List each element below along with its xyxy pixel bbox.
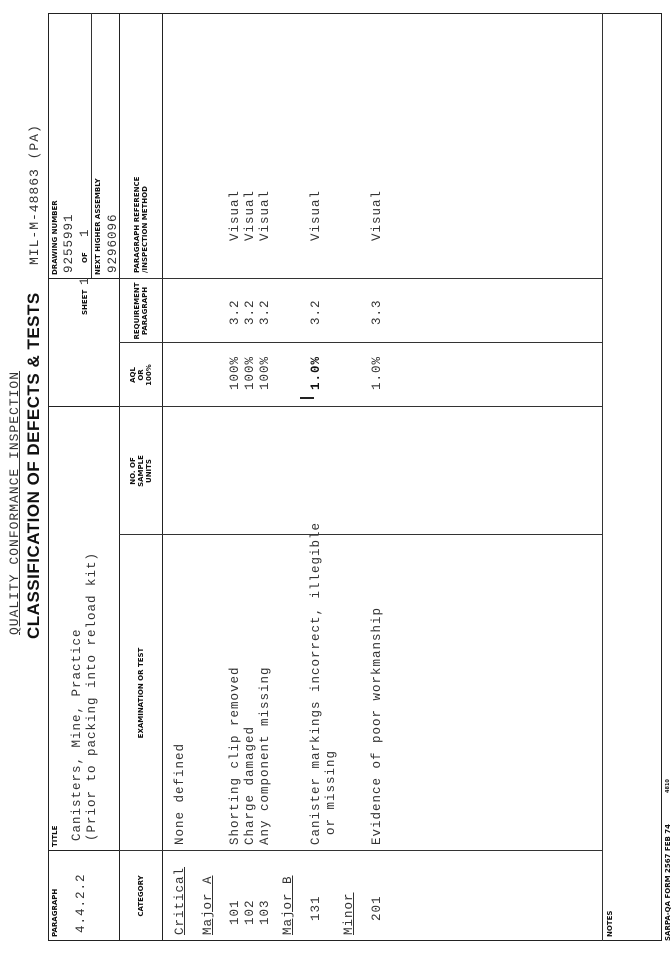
group-major-a: Major A <box>201 875 215 935</box>
notes-label: NOTES <box>606 910 614 937</box>
inspection-form-sheet: QUALITY CONFORMANCE INSPECTION CLASSIFICATION OF DEFECTS & TESTS MIL-M-48863 (PA) PARAGRAPH TITLE SHEET OF DRAWING NUMBER NEXT HIGHER ASSEMBLY 4.4.2.2 Canisters, Mine, Practice (Prior to packing into reload kit) 1 1 9255991 9296096 CATEGORY EXAMINATION OR TEST NO. OF SAMPLE UNITS AQL OR 100% REQUIREMENT PARAGRAPH PARAGRAPH REFERENCE /INSPECTION METHOD Critical None defined Major A 101 Shorting clip removed 100% 3.2 Visual 102 Charge damaged 100% 3.2 Visual 103 Any component missing 100% 3.2 Visual Major B 131 Canister markings incorrect, illegible or missing 1.0% 3.2 Visual Minor 201 Evidence of poor workmanship 1.0% 3.3 Visual NOTES SARPA-QA FORM 2567 FEB 74 4810 <box>0 0 671 965</box>
group-minor: Minor <box>342 892 356 935</box>
sheet-value: 1 <box>78 276 92 285</box>
title-line-2: (Prior to packing into reload kit) <box>85 551 99 841</box>
spec-number: MIL-M-48863 (PA) <box>27 124 42 265</box>
sheet-label: SHEET <box>81 289 89 315</box>
aql-header: AQL OR 100% <box>129 364 153 386</box>
sheet-of-label: OF <box>81 252 89 263</box>
title-label: TITLE <box>51 825 59 847</box>
sheet-of-value: 1 <box>78 228 92 237</box>
title-line-1: Canisters, Mine, Practice <box>70 628 84 841</box>
drawing-number-value: 9255991 <box>62 213 76 273</box>
next-higher-assembly-value: 9296096 <box>106 213 120 273</box>
examination-header: EXAMINATION OR TEST <box>137 647 145 739</box>
drawing-number-label: DRAWING NUMBER <box>51 200 59 275</box>
group-major-b: Major B <box>281 875 295 935</box>
paragraph-label: PARAGRAPH <box>51 888 59 937</box>
form-id: SARPA-QA FORM 2567 FEB 74 <box>664 824 672 941</box>
reference-header: PARAGRAPH REFERENCE /INSPECTION METHOD <box>133 176 149 273</box>
category-header: CATEGORY <box>137 875 145 917</box>
form-code: 4810 <box>665 779 671 793</box>
next-higher-assembly-label: NEXT HIGHER ASSEMBLY <box>94 178 102 275</box>
paragraph-value: 4.4.2.2 <box>74 873 88 933</box>
sample-units-header: NO. OF SAMPLE UNITS <box>129 455 153 487</box>
form-subtitle: QUALITY CONFORMANCE INSPECTION <box>7 370 22 635</box>
form-title: CLASSIFICATION OF DEFECTS & TESTS <box>24 292 43 639</box>
critical-none-defined: None defined <box>173 742 187 845</box>
group-critical: Critical <box>173 866 187 935</box>
pen-mark <box>300 397 314 399</box>
requirement-header: REQUIREMENT PARAGRAPH <box>133 282 149 340</box>
